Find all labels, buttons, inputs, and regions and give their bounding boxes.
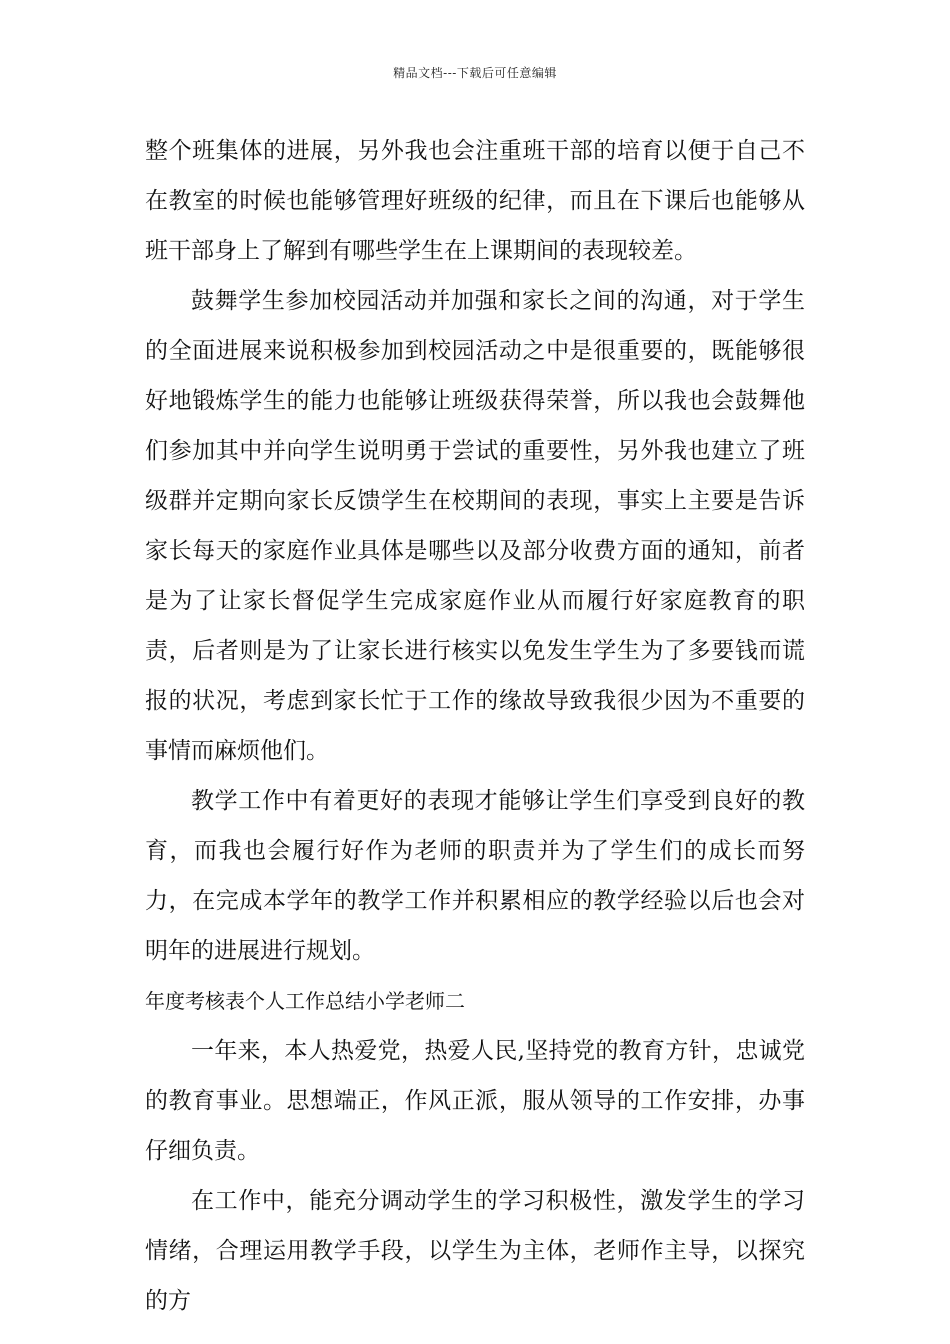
paragraph-work-methods: 在工作中，能充分调动学生的学习积极性，激发学生的学习情绪，合理运用教学手段，以学生为主体，老师作主导，以探究的方 <box>145 1188 805 1314</box>
paragraph-continuation: 整个班集体的进展，另外我也会注重班干部的培育以便于自己不在教室的时候也能够管理好班级的纪律，而且在下课后也能够从班干部身上了解到有哪些学生在上课期间的表现较差。 <box>145 138 805 264</box>
page-header: 精品文档---下载后可任意编辑 <box>393 66 557 80</box>
paragraph-teaching-plan: 教学工作中有着更好的表现才能够让学生们享受到良好的教育，而我也会履行好作为老师的职责并为了学生们的成长而努力，在完成本学年的教学工作并积累相应的教学经验以后也会对明年的进展进行规划。 <box>145 788 805 964</box>
section-heading: 年度考核表个人工作总结小学老师二 <box>145 989 465 1013</box>
paragraph-political-attitude: 一年来，本人热爱党，热爱人民,坚持党的教育方针，忠诚党的教育事业。思想端正，作风正派，服从领导的工作安排，办事仔细负责。 <box>145 1038 805 1164</box>
document-body <box>145 126 805 1326</box>
paragraph-activities: 鼓舞学生参加校园活动并加强和家长之间的沟通，对于学生的全面进展来说积极参加到校园活动之中是很重要的，既能够很好地锻炼学生的能力也能够让班级获得荣誉，所以我也会鼓舞他们参加其中并向学生说明勇于尝试的重要性，另外我也建立了班级群并定期向家长反馈学生在校期间的表现，事实上主要是告诉家长每天的家庭作业具体是哪些以及部分收费方面的通知，前者是为了让家长督促学生完成家庭作业从而履行好家庭教育的职责，后者则是为了让家长进行核实以免发生学生为了多要钱而谎报的状况，考虑到家长忙于工作的缘故导致我很少因为不重要的事情而麻烦他们。 <box>145 288 805 764</box>
